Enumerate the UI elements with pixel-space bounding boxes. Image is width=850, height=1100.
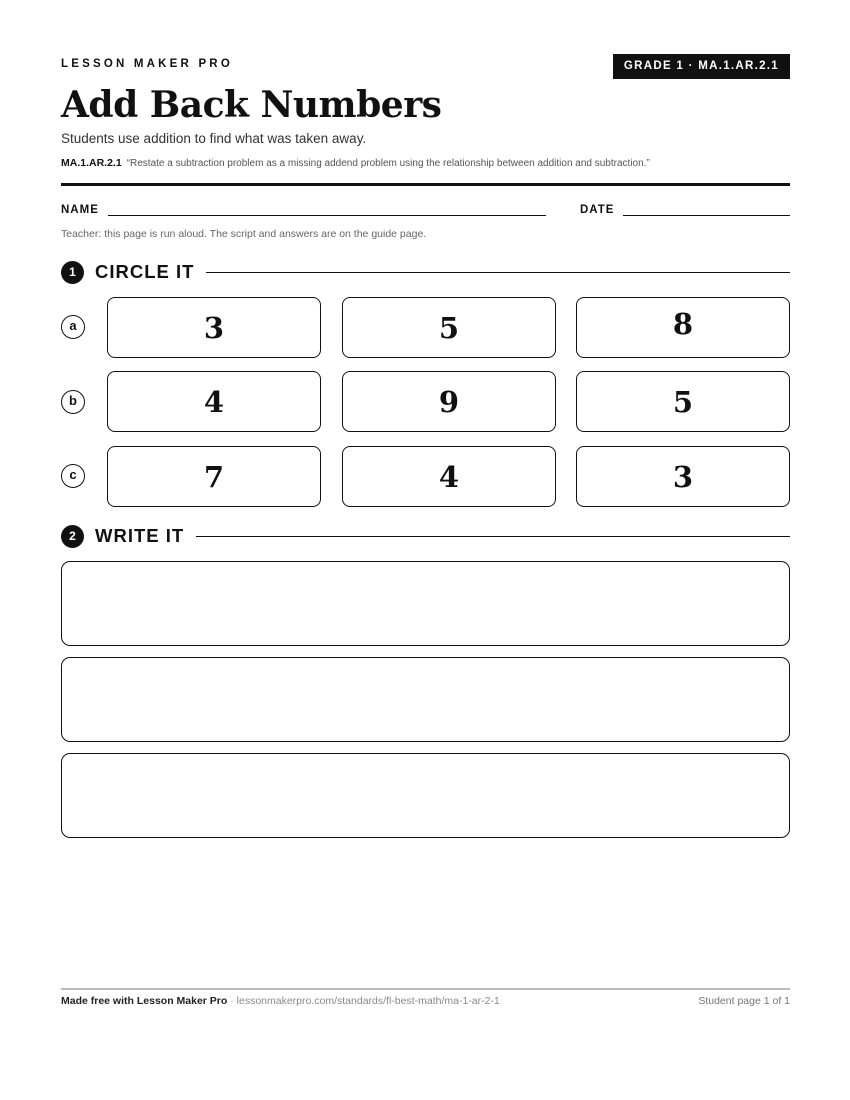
section-write-it-header	[61, 524, 790, 548]
write-answer-box-3[interactable]	[61, 753, 790, 838]
number-box[interactable]: 5	[576, 371, 790, 432]
row-label-b: b	[61, 390, 85, 414]
brand-name: LESSON MAKER PRO	[61, 58, 233, 70]
section-rule	[206, 272, 790, 273]
section-circle-it-header	[61, 260, 790, 284]
footer-url[interactable]: · lessonmakerpro.com/standards/fl-best-math/ma-1-ar-2-1	[227, 995, 500, 1007]
footer-divider	[61, 988, 790, 990]
number-box[interactable]: 9	[342, 371, 556, 432]
number-box[interactable]: 4	[107, 371, 321, 432]
name-label: NAME	[61, 204, 99, 216]
footer-made-with: Made free with Lesson Maker Pro	[61, 995, 228, 1007]
section-number: 2	[61, 525, 84, 548]
section-rule	[196, 536, 790, 537]
date-field[interactable]	[623, 215, 790, 216]
standard-code: MA.1.AR.2.1	[61, 157, 122, 169]
section-title: CIRCLE IT	[95, 261, 195, 282]
standard-line	[61, 157, 650, 169]
page-title: Add Back Numbers	[61, 84, 442, 126]
standard-text: “Restate a subtraction problem as a missing addend problem using the relationship between addition and subtraction.”	[126, 158, 650, 169]
number-box[interactable]: 3	[107, 297, 321, 358]
section-title: WRITE IT	[95, 525, 185, 546]
row-label-a: a	[61, 315, 85, 339]
number-box[interactable]: 7	[107, 446, 321, 507]
footer-page-label: Student page 1 of 1	[698, 995, 790, 1007]
date-label: DATE	[580, 204, 615, 216]
worksheet-page	[61, 0, 790, 1100]
grade-badge: GRADE 1 · MA.1.AR.2.1	[613, 54, 790, 79]
name-field[interactable]	[108, 215, 546, 216]
header-divider	[61, 183, 790, 186]
number-box[interactable]: 8	[576, 297, 790, 358]
page-subtitle: Students use addition to find what was taken away.	[61, 131, 367, 146]
number-box[interactable]: 3	[576, 446, 790, 507]
teacher-note: Teacher: this page is run aloud. The script and answers are on the guide page.	[61, 228, 427, 240]
number-box[interactable]: 4	[342, 446, 556, 507]
write-answer-box-1[interactable]	[61, 561, 790, 646]
footer-credit	[61, 995, 500, 1007]
write-answer-box-2[interactable]	[61, 657, 790, 742]
number-box[interactable]: 5	[342, 297, 556, 358]
row-label-c: c	[61, 464, 85, 488]
section-number: 1	[61, 261, 84, 284]
